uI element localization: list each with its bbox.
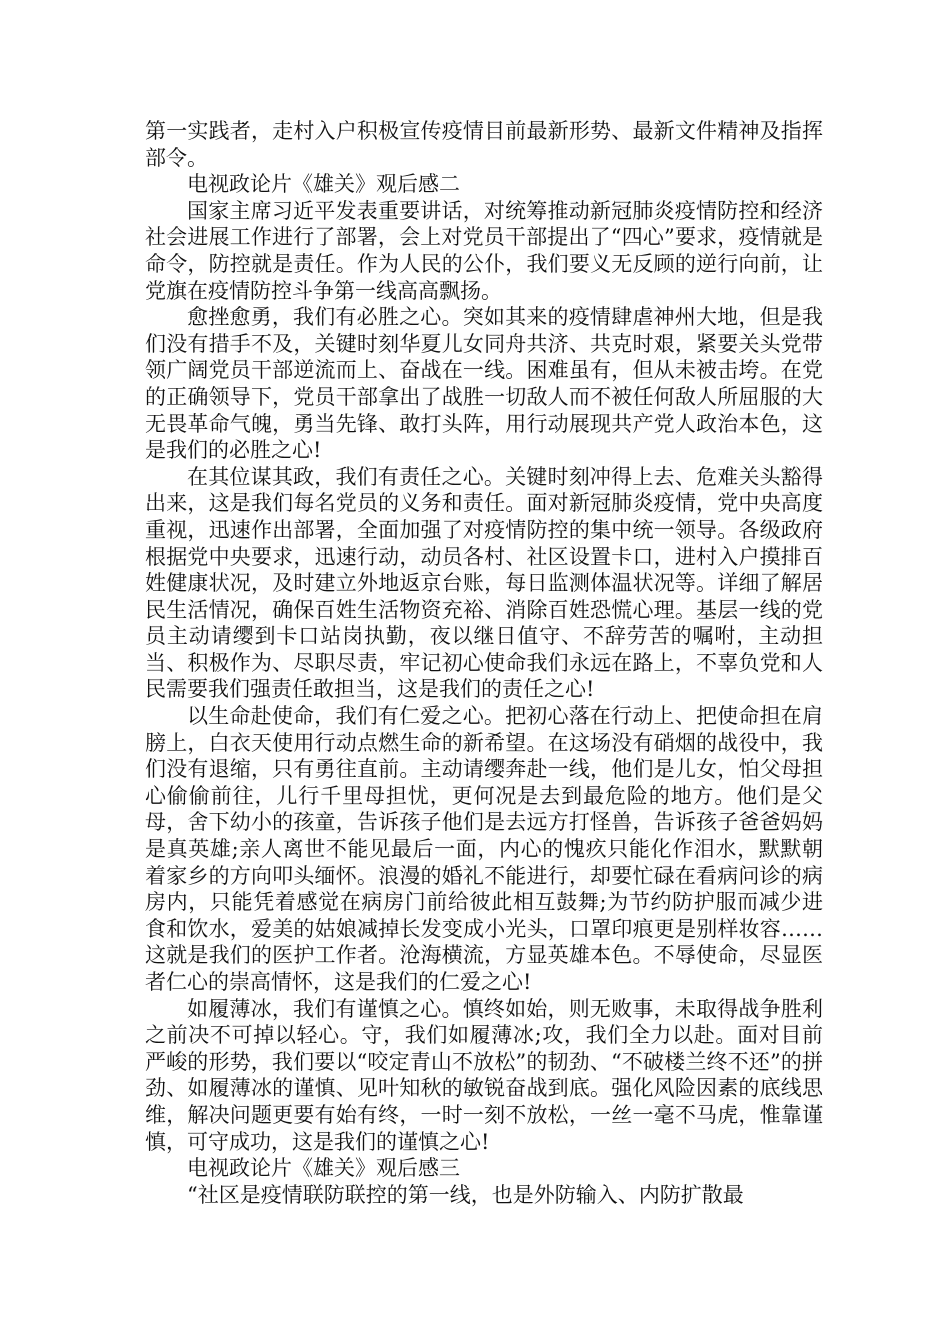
document-page: [145, 118, 823, 1208]
paragraph-intro: 国家主席习近平发表重要讲话，对统筹推动新冠肺炎疫情防控和经济社会进展工作进行了部署，会上对党员干部提出了“四心”要求，疫情就是命令，防控就是责任。作为人民的公仆，我们要义无反顾的逆行向前，让党旗在疫情防控斗争第一线高高飘扬。: [145, 198, 823, 303]
section-heading-3: 电视政论片《雄关》观后感三: [187, 1156, 460, 1181]
paragraph-zeren: 在其位谋其政，我们有责任之心。关键时刻冲得上去、危难关头豁得出来，这是我们每名党员的义务和责任。面对新冠肺炎疫情，党中央高度重视，迅速作出部署，全面加强了对疫情防控的集中统一领导。各级政府根据党中央要求，迅速行动，动员各村、社区设置卡口，进村入户摸排百姓健康状况，及时建立外地返京台账，每日监测体温状况等。详细了解居民生活情况，确保百姓生活物资充裕、消除百姓恐慌心理。基层一线的党员主动请缨到卡口站岗执勤，夜以继日值守、不辞劳苦的嘱咐，主动担当、积极作为、尽职尽责，牢记初心使命我们永远在路上，不辜负党和人民需要我们强责任敢担当，这是我们的责任之心!: [145, 464, 823, 702]
section-heading-2: 电视政论片《雄关》观后感二: [187, 172, 460, 197]
paragraph-jinshen: 如履薄冰，我们有谨慎之心。慎终如始，则无败事，未取得战争胜利之前决不可掉以轻心。守，我们如履薄冰;攻，我们全力以赴。面对目前严峻的形势，我们要以“咬定青山不放松”的韧劲、“不破楼兰终不还”的拼劲、如履薄冰的谨慎、见叶知秋的敏锐奋战到底。强化风险因素的底线思维，解决问题更要有始有终，一时一刻不放松，一丝一毫不马虎，惟靠谨慎，可守成功，这是我们的谨慎之心!: [145, 996, 823, 1154]
paragraph-renai: 以生命赴使命，我们有仁爱之心。把初心落在行动上、把使命担在肩膀上，白衣天使用行动点燃生命的新希望。在这场没有硝烟的战役中，我们没有退缩，只有勇往直前。主动请缨奔赴一线，他们是儿女，怕父母担心偷偷前往，儿行千里母担忧，更何况是去到最危险的地方。他们是父母，舍下幼小的孩童，告诉孩子他们是去远方打怪兽，告诉孩子爸爸妈妈是真英雄;亲人离世不能见最后一面，内心的愧疚只能化作泪水，默默朝着家乡的方向叩头缅怀。浪漫的婚礼不能进行，却要忙碌在看病问诊的病房内，只能凭着感觉在病房门前给彼此相互鼓舞;为节约防护服而减少进食和饮水，爱美的姑娘减掉长发变成小光头，口罩印痕更是别样妆容……这就是我们的医护工作者。沧海横流，方显英雄本色。不辱使命，尽显医者仁心的崇高情怀，这是我们的仁爱之心!: [145, 704, 823, 994]
paragraph-continuation: 第一实践者，走村入户积极宣传疫情目前最新形势、最新文件精神及指挥部令。: [145, 119, 823, 170]
paragraph-shequ: “社区是疫情联防联控的第一线，也是外防输入、内防扩散最: [187, 1182, 744, 1207]
paragraph-bisheng: 愈挫愈勇，我们有必胜之心。突如其来的疫情肆虐神州大地，但是我们没有措手不及，关键时刻华夏儿女同舟共济、共克时艰，紧要关头党带领广阔党员干部逆流而上、奋战在一线。困难虽有，但从未被击垮。在党的正确领导下，党员干部拿出了战胜一切敌人而不被任何敌人所屈服的大无畏革命气魄，勇当先锋、敢打头阵，用行动展现共产党人政治本色，这是我们的必胜之心!: [145, 305, 823, 463]
